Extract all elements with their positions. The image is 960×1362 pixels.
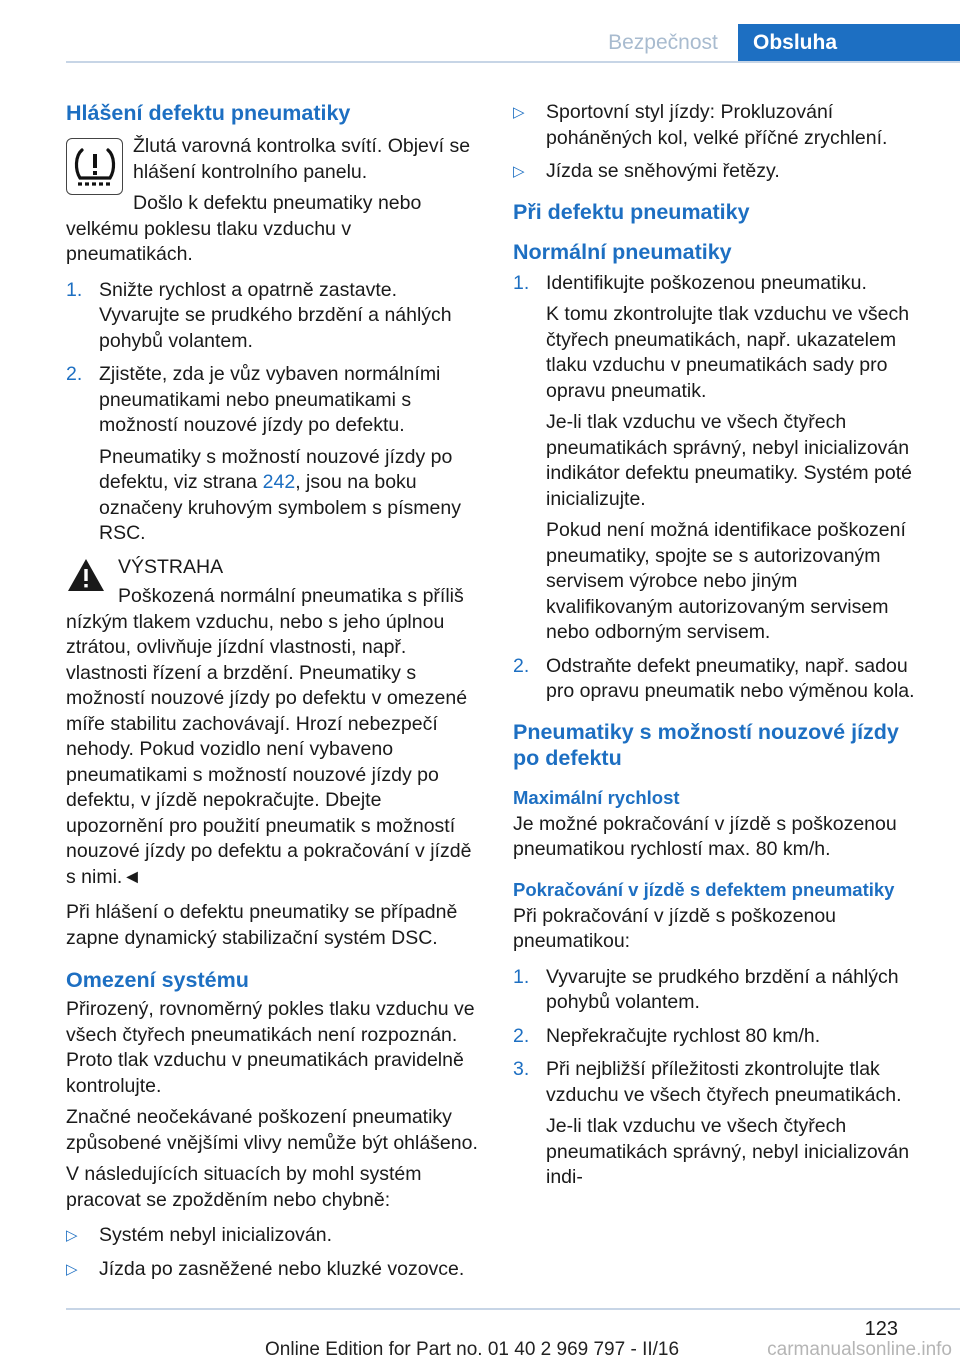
steps-list — [66, 278, 480, 547]
step-number: 3. — [513, 1058, 530, 1080]
footer-divider — [66, 1308, 960, 1310]
step-number: 2. — [66, 363, 83, 385]
heading-defect-message: Hlášení defektu pneumatiky — [66, 101, 351, 125]
paragraph-dsc: Při hlášení o defektu pneumatiky se případně zapne dynamický stabilizační systém DSC. — [66, 901, 458, 949]
list-item — [513, 654, 927, 705]
list-item: ▷ Jízda po zasněžené nebo kluzké vozovce. — [66, 1257, 465, 1280]
paragraph-defect-occurred: Došlo k defektu pneumatiky nebo velkému poklesu tlaku vzduchu v pneumatikách. — [66, 192, 422, 265]
paragraph-limits-1: Přirozený, rovnoměrný pokles tlaku vzduchu ve všech čtyřech pneumatikách není rozpoznán. Proto tlak vzduchu v pneumatikách pravidelně kontrolujte. — [66, 998, 475, 1097]
paragraph-limits-3: V následujících situacích by mohl systém pracovat se zpožděním nebo chybně: — [66, 1163, 422, 1211]
page-footer — [0, 1290, 960, 1362]
warning-title: VÝSTRAHA — [118, 555, 224, 578]
left-column — [66, 100, 480, 1290]
step-text: Při nejbližší příležitosti zkontrolujte tlak vzduchu ve všech čtyřech pneumatikách. — [546, 1058, 902, 1106]
step-sub-paragraph: Je-li tlak vzduchu ve všech čtyřech pneumatikách správný, nebyl inicializován indi- — [546, 1115, 910, 1188]
situations-list-continued — [513, 100, 927, 185]
warning-text: Poškozená normální pneumatika s příliš nízkým tlakem vzduchu, nebo s jeho úplnou ztrátou, ovlivňuje jízdní vlastnosti, např. vlastnosti řízení a brzdění. Pneumatiky s možností nouzové jízdy po defektu v omezené míře stabilitu zachovávají. Hrozí nebezpečí nehody. Pokud vozidlo není vybaveno pneumatikami s možností nouzové jízdy po defektu, v jízdě nepokračujte. Dbejte upozornění pro použití pneumatik s možností nouzové jízdy po defektu a pokračování v jízdě s nimi.◄ — [66, 585, 472, 888]
sub-text-b: , jsou na boku označeny kruhovým symbolem s písmeny RSC. — [99, 471, 461, 544]
heading-max-speed: Maximální rychlost — [513, 786, 680, 808]
situations-list — [66, 1223, 480, 1282]
paragraph-continue-driving: Při pokračování v jízdě s poškozenou pneumatikou: — [513, 904, 837, 952]
header-divider — [66, 61, 960, 63]
list-item: ▷ Systém nebyl inicializován. — [66, 1224, 333, 1246]
list-item: ▷ Jízda se sněhovými řetězy. — [513, 160, 780, 182]
list-item — [513, 1024, 927, 1050]
step-text: Nepřekračujte rychlost 80 km/h. — [546, 1024, 821, 1047]
bullet-text: Sportovní styl jízdy: Prokluzování poháněných kol, velké příčné zrychlení. — [546, 101, 888, 149]
heading-run-flat-tires: Pneumatiky s možností nouzové jízdy po defektu — [513, 719, 899, 770]
normal-tires-steps — [513, 271, 927, 705]
step-number: 1. — [513, 965, 530, 988]
section-tab-operation[interactable]: Obsluha — [738, 24, 960, 62]
list-item — [513, 965, 927, 1016]
watermark: carmanualsonline.info — [767, 1339, 952, 1360]
step-text: Identifikujte poškozenou pneumatiku. — [546, 271, 867, 294]
step-text: Snižte rychlost a opatrně zastavte. Vyvarujte se prudkého brzdění a náhlých pohybů volantem. — [99, 278, 452, 352]
step-text: Vyvarujte se prudkého brzdění a náhlých pohybů volantem. — [546, 965, 899, 1013]
step-number: 2. — [513, 1024, 530, 1047]
right-column — [513, 100, 927, 1199]
step-text: Odstraňte defekt pneumatiky, např. sadou pro opravu pneumatik nebo výměnou kola. — [546, 654, 915, 702]
bullet-text: Jízda po zasněžené nebo kluzké vozovce. — [99, 1257, 465, 1280]
page-header — [0, 0, 960, 62]
list-item: ▷ Sportovní styl jízdy: Prokluzování poháněných kol, velké příčné zrychlení. — [513, 101, 888, 149]
bullet-text: Jízda se sněhovými řetězy. — [546, 160, 780, 182]
paragraph-limits-2: Značné neočekávané poškození pneumatiky způsobené vnějšími vlivy nemůže být ohlášeno. — [66, 1106, 478, 1154]
step-number: 1. — [66, 278, 83, 301]
page-number: 123 — [864, 1318, 898, 1340]
step-sub-paragraph: Je-li tlak vzduchu ve všech čtyřech pneumatikách správný, nebyl inicializován indikátor defektu pneumatiky. Systém poté inicializujte. — [546, 411, 912, 510]
step-number: 1. — [513, 271, 530, 294]
heading-system-limits: Omezení systému — [66, 968, 249, 992]
step-number: 2. — [513, 654, 530, 677]
step-text: Zjistěte, zda je vůz vybaven normálními pneumatikami nebo pneumatikami s možností nouzové jízdy po defektu. — [99, 363, 441, 436]
paragraph-max-speed: Je možné pokračování v jízdě s poškozenou pneumatikou rychlostí max. 80 km/h. — [513, 812, 897, 860]
list-item — [513, 1057, 927, 1191]
bullet-text: Systém nebyl inicializován. — [99, 1224, 333, 1246]
warning-triangle-icon — [66, 557, 106, 593]
heading-continue-driving: Pokračování v jízdě s defektem pneumatiky — [513, 878, 895, 900]
edition-label: Online Edition for Part no. 01 40 2 969 797 - II/16 — [265, 1339, 680, 1360]
list-item — [66, 362, 480, 547]
step-sub-paragraph: K tomu zkontrolujte tlak vzduchu ve všech čtyřech pneumatikách, např. ukazatelem tlaku vzduchu v pneumatikách sady pro opravu pneumatik. — [546, 303, 910, 402]
step-sub-paragraph — [99, 445, 480, 547]
continue-driving-steps — [513, 965, 927, 1191]
list-item — [66, 278, 480, 355]
paragraph-warning-lamp: Žlutá varovná kontrolka svítí. Objeví se hlášení kontrolního panelu. — [133, 135, 471, 183]
sub-text-a: Pneumatiky s možností nouzové jízdy po defektu, viz strana — [99, 445, 453, 493]
heading-flat-tire: Při defektu pneumatiky — [513, 199, 750, 224]
tire-pressure-warning-icon — [66, 138, 123, 195]
section-tab-safety[interactable]: Bezpečnost — [608, 31, 718, 54]
step-sub-paragraph: Pokud není možná identifikace poškození pneumatiky, spojte se s autorizovaným servisem výrobce nebo jiným kvalifikovaným autorizovaným servisem nebo odborným servisem. — [546, 519, 906, 643]
heading-normal-tires: Normální pneumatiky — [513, 239, 732, 264]
list-item — [513, 271, 927, 646]
page-reference-link[interactable]: 242 — [262, 471, 296, 493]
